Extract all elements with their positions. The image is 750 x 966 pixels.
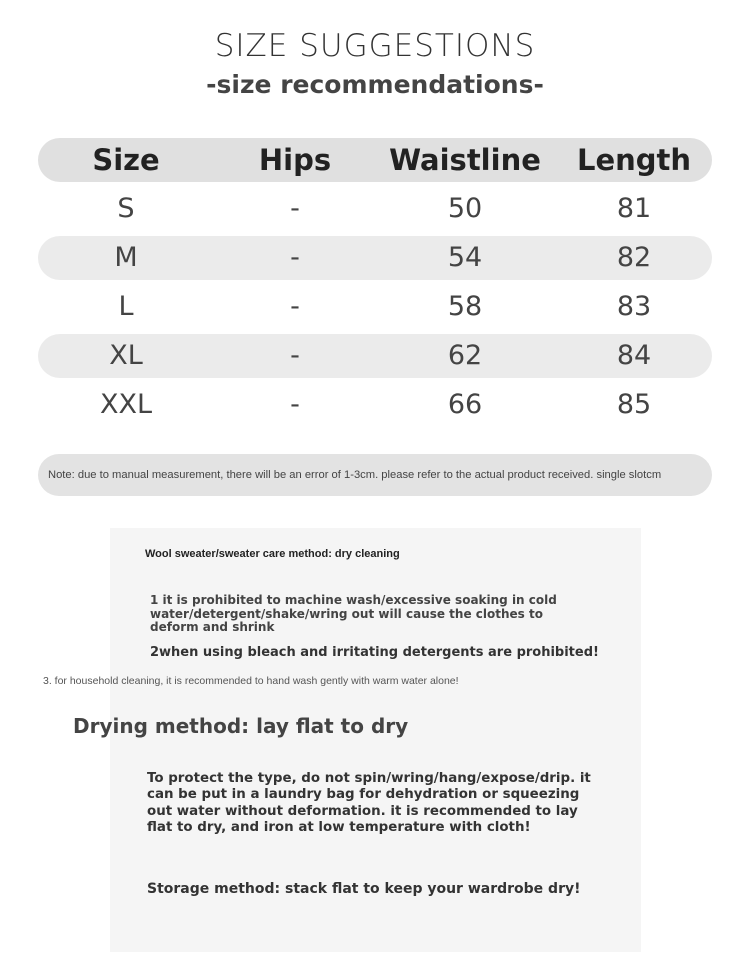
column-header-hips: Hips [258, 143, 332, 177]
cell-waistline: 62 [447, 340, 483, 371]
column-header-waistline: Waistline [389, 143, 541, 177]
cell-hips: - [290, 242, 300, 273]
cell-length: 85 [616, 389, 652, 420]
page-subtitle: -size recommendations- [206, 70, 544, 99]
page-title: SIZE SUGGESTIONS [214, 28, 536, 64]
column-header-size: Size [92, 143, 160, 177]
size-table [38, 138, 712, 432]
table-row [38, 285, 712, 329]
cell-size: M [114, 242, 138, 273]
cell-waistline: 58 [447, 291, 483, 322]
care-heading: Wool sweater/sweater care method: dry cleaning [145, 548, 400, 560]
cell-hips: - [290, 340, 300, 371]
drying-method-title: Drying method: lay flat to dry [73, 714, 409, 738]
cell-length: 84 [616, 340, 652, 371]
cell-length: 83 [616, 291, 652, 322]
cell-hips: - [290, 291, 300, 322]
table-row [38, 334, 712, 378]
table-row [38, 236, 712, 280]
cell-size: XL [109, 340, 143, 371]
cell-length: 82 [616, 242, 652, 273]
table-row [38, 383, 712, 427]
table-header-row [38, 138, 712, 182]
cell-waistline: 54 [447, 242, 483, 273]
cell-length: 81 [616, 193, 652, 224]
measurement-note: Note: due to manual measurement, there will be an error of 1-3cm. please refer to the actual product received. single slotcm [38, 454, 712, 496]
cell-hips: - [290, 389, 300, 420]
cell-size: L [118, 291, 134, 322]
cell-waistline: 66 [447, 389, 483, 420]
care-instruction-1: 1 it is prohibited to machine wash/excessive soaking in cold water/detergent/shake/wring out will cause the clothes to deform and shrink [150, 593, 557, 634]
cell-size: XXL [99, 389, 153, 420]
cell-hips: - [290, 193, 300, 224]
care-instruction-3: 3. for household cleaning, it is recommended to hand wash gently with warm water alone! [43, 675, 459, 687]
cell-waistline: 50 [447, 193, 483, 224]
drying-method-text: To protect the type, do not spin/wring/hang/expose/drip. it can be put in a laundry bag for dehydration or squeezing out water without deformation. it is recommended to lay flat to dry, and iron at low temperature with cloth! [147, 771, 591, 836]
column-header-length: Length [576, 143, 692, 177]
table-row [38, 187, 712, 231]
cell-size: S [117, 193, 135, 224]
care-instruction-2: 2when using bleach and irritating detergents are prohibited! [150, 645, 599, 660]
storage-method-text: Storage method: stack flat to keep your wardrobe dry! [147, 881, 581, 897]
